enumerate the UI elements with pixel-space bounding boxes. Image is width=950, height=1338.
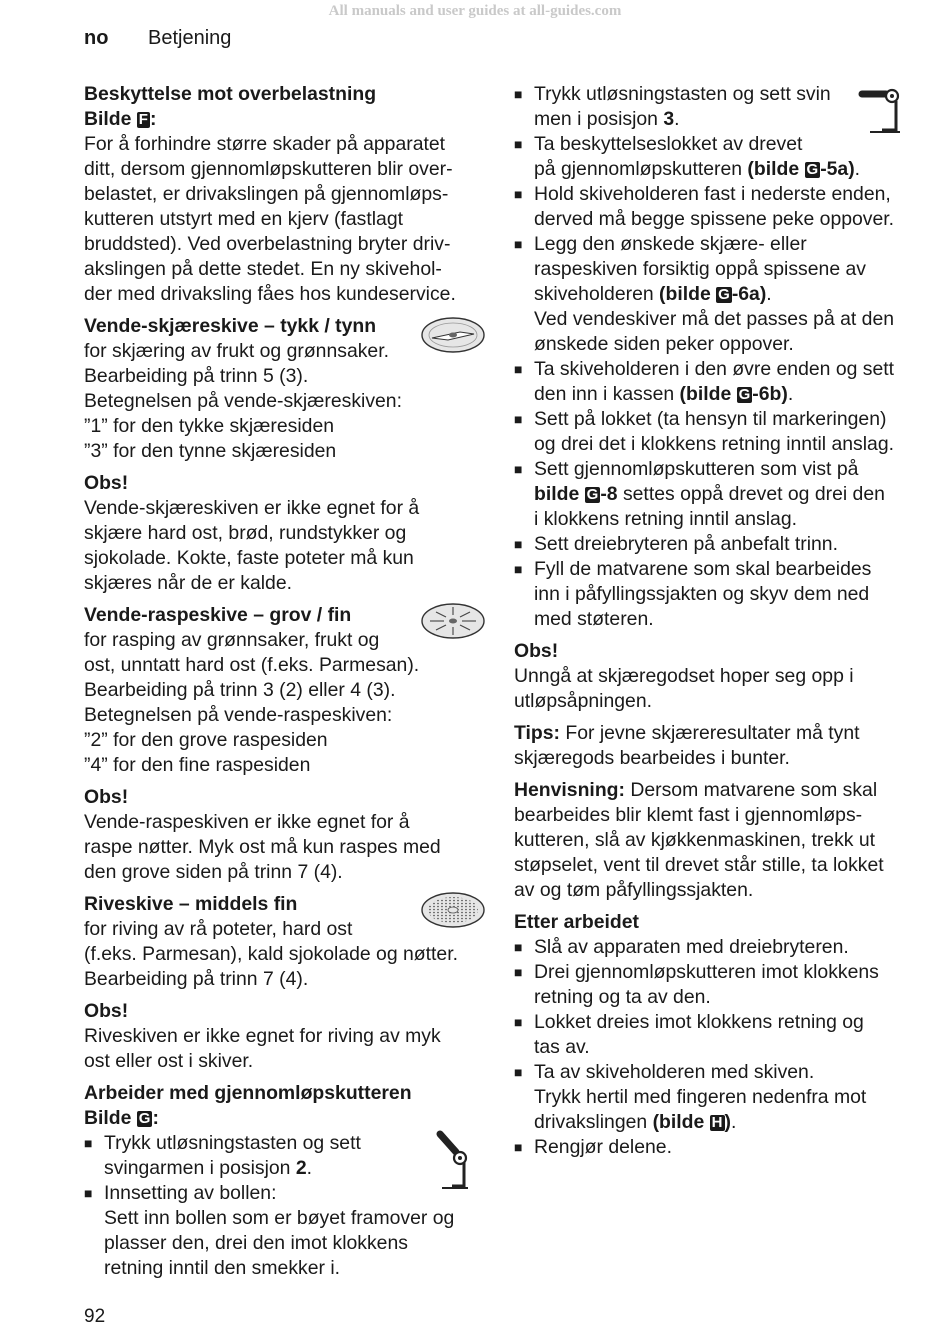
section-title-shredding-disc: Riveskive – middels fin: [84, 893, 298, 915]
obs-body: Unngå at skjæregodset hoper seg opp i utløpsåpningen.: [514, 665, 854, 712]
figure-ref-f: Bilde F :: [84, 108, 157, 130]
obs-body: Riveskiven er ikke egnet for riving av myk ost eller ost i skiver.: [84, 1025, 441, 1072]
shredding-disc-body: for riving av rå poteter, hard ost (f.eks. Parmesan), kald sjokolade og nøtter. Bearbeiding på trinn 7 (4).: [84, 918, 458, 990]
list-item: ■ Legg den ønskede skjære- eller raspeskiven forsiktig oppå spissene av skiveholderen (bilde G -6a). Ved vendeskiver må det passes på at den ønskede siden peker oppover.: [514, 232, 922, 357]
tips-paragraph: Tips: For jevne skjæreresultater må tynt skjæregods bearbeides i bunter.: [514, 722, 860, 769]
list-item: ■ Ta skiveholderen i den øvre enden og sett den inn i kassen (bilde G -6b).: [514, 357, 922, 407]
grating-disc-body: for rasping av grønnsaker, frukt og ost, unntatt hard ost (f.eks. Parmesan). Bearbeiding på trinn 3 (2) eller 4 (3). Betegnelsen på vende-raspeskiven: ”2” for den grove raspesiden ”4” for den fine raspesiden: [84, 629, 420, 776]
list-item: ■ Hold skiveholderen fast i nederste enden, derved må begge spissene peke oppover.: [514, 182, 922, 232]
watermark: All manuals and user guides at all-guides.com: [328, 3, 622, 19]
list-item: ■ Lokket dreies imot klokkens retning og tas av.: [514, 1010, 922, 1060]
list-item: ■ Sett dreiebryteren på anbefalt trinn.: [514, 532, 922, 557]
swing-arm-position-2-icon: [430, 1128, 474, 1192]
shredding-disc-icon: [420, 890, 486, 930]
list-item: ■ Trykk utløsningstasten og sett svin men i posisjon 3.: [514, 82, 922, 132]
obs-body: Vende-skjæreskiven er ikke egnet for å skjære hard ost, brød, rundstykker og sjokolade. Kokte, faste poteter må kun skjæres når de er kalde.: [84, 497, 420, 594]
figure-ref-g: Bilde G :: [84, 1107, 159, 1129]
obs-title: Obs!: [84, 786, 129, 808]
section-title-grating-disc: Vende-raspeskive – grov / fin: [84, 604, 352, 626]
note-paragraph: Henvisning: Dersom matvarene som skal bearbeides blir klemt fast i gjennomløps- kutteren, slå av kjøkkenmaskinen, trekk ut støpselet, vent til drevet står stille, ta lokket av og tøm påfyllingssjakten.: [514, 779, 884, 901]
list-item: ■ Rengjør delene.: [514, 1135, 922, 1160]
figure-label: G: [718, 286, 730, 303]
obs-title: Obs!: [514, 640, 559, 662]
right-column: [514, 82, 922, 1160]
section-title-slicing-disc: Vende-skjæreskive – tykk / tynn: [84, 315, 377, 337]
section-title-overload: Beskyttelse mot overbelastning: [84, 83, 377, 105]
figure-label: F: [138, 111, 148, 128]
figure-label: G: [138, 1110, 151, 1127]
header-title: Betjening: [148, 27, 232, 49]
header-language: no: [84, 27, 109, 49]
figure-label: G: [806, 161, 819, 178]
list-item: ■ Slå av apparaten med dreiebryteren.: [514, 935, 922, 960]
left-column: [84, 82, 484, 1281]
swing-arm-position-3-icon: [856, 84, 904, 136]
list-item: ■ Sett gjennomløpskutteren som vist på bilde G -8 settes oppå drevet og drei den i klokkens retning inntil anslag.: [514, 457, 922, 532]
obs-body: Vende-raspeskiven er ikke egnet for å raspe nøtter. Myk ost må kun raspes med den grove siden på trinn 7 (4).: [84, 811, 441, 883]
list-item: ■ Drei gjennomløpskutteren imot klokkens retning og ta av den.: [514, 960, 922, 1010]
section-title-after-work: Etter arbeidet: [514, 911, 639, 933]
obs-title: Obs!: [84, 472, 129, 494]
figure-label: G: [586, 486, 599, 503]
slicing-disc-icon: [420, 315, 486, 355]
grating-disc-icon: [420, 601, 486, 641]
overload-body: For å forhindre større skader på apparatet ditt, dersom gjennomløpskutteren blir over- belastet, er drivakslingen på gjennomløps- kutteren utstyrt med en kjerv (fastlagt bruddsted). Ved overbelastning bryter driv- akslingen på dette stedet. En ny skivehol- der med drivaksling fåes hos kundeservice.: [84, 133, 456, 305]
list-item: ■ Fyll de matvarene som skal bearbeides inn i påfyllingssjakten og skyv dem ned med støteren.: [514, 557, 922, 632]
list-item: ■ Ta beskyttelseslokket av drevet på gjennomløpskutteren (bilde G -5a).: [514, 132, 922, 182]
figure-label: G: [738, 386, 751, 403]
section-title-working: Arbeider med gjennomløpskutteren: [84, 1082, 412, 1104]
figure-label: H: [711, 1114, 723, 1131]
page-number: 92: [84, 1306, 106, 1327]
list-item: ■ Ta av skiveholderen med skiven. Trykk hertil med fingeren nedenfra mot drivakslingen (bilde H ).: [514, 1060, 922, 1135]
list-item: ■ Innsetting av bollen: Sett inn bollen som er bøyet framover og plasser den, drei den imot klokkens retning inntil den smekker i.: [84, 1181, 484, 1281]
list-item: ■ Sett på lokket (ta hensyn til markeringen) og drei det i klokkens retning inntil anslag.: [514, 407, 922, 457]
list-item: ■ Trykk utløsningstasten og sett svingarmen i posisjon 2.: [84, 1131, 484, 1181]
obs-title: Obs!: [84, 1000, 129, 1022]
slicing-disc-body: for skjæring av frukt og grønnsaker. Bearbeiding på trinn 5 (3). Betegnelsen på vende-skjæreskiven: ”1” for den tykke skjæresiden ”3” for den tynne skjæresiden: [84, 340, 402, 462]
